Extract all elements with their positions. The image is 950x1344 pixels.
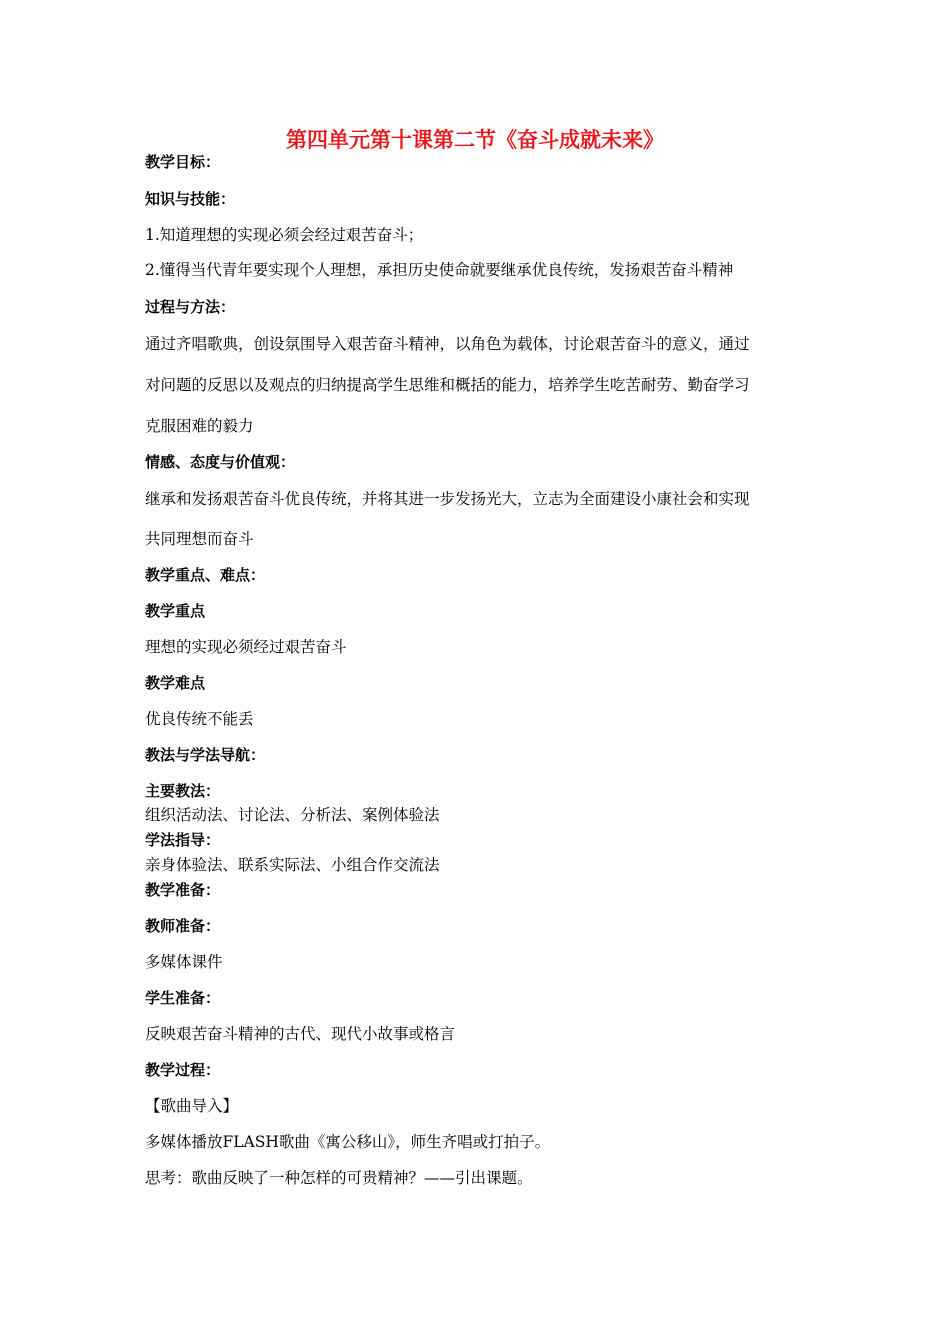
heading-teaching-preparation: 教学准备：: [145, 881, 221, 899]
heading-main-teaching-methods: 主要教法：: [145, 782, 221, 800]
paragraph-line: 通过齐唱歌典，创设氛围导入艰苦奋斗精神，以角色为载体，讨论艰苦奋斗的意义，通过: [145, 335, 750, 353]
heading-process-methods: 过程与方法：: [145, 298, 236, 316]
heading-key-point: 教学重点: [145, 602, 206, 620]
paragraph-line: 反映艰苦奋斗精神的古代、现代小故事或格言: [145, 1025, 456, 1043]
paragraph-line: 继承和发扬艰苦奋斗优良传统，并将其进一步发扬光大，立志为全面建设小康社会和实现: [145, 490, 750, 508]
paragraph-line: 理想的实现必须经过艰苦奋斗: [145, 638, 347, 656]
paragraph-line: 组织活动法、讨论法、分析法、案例体验法: [145, 806, 440, 824]
section-label-song-intro: 【歌曲导入】: [145, 1097, 239, 1115]
paragraph-line: 亲身体验法、联系实际法、小组合作交流法: [145, 856, 440, 874]
heading-student-preparation: 学生准备：: [145, 989, 221, 1007]
heading-key-difficult-points: 教学重点、难点：: [145, 566, 266, 584]
paragraph-line: 克服困难的毅力: [145, 417, 254, 435]
paragraph-line: 优良传统不能丢: [145, 710, 254, 728]
paragraph-line: 共同理想而奋斗: [145, 530, 254, 548]
paragraph-line: 多媒体课件: [145, 953, 223, 971]
paragraph-line: 2.懂得当代青年要实现个人理想，承担历史使命就要继承优良传统，发扬艰苦奋斗精神: [145, 261, 734, 279]
paragraph-line: 多媒体播放FLASH歌曲《寓公移山》，师生齐唱或打拍子。: [145, 1133, 551, 1151]
heading-teaching-objectives: 教学目标：: [145, 153, 221, 171]
heading-difficult-point: 教学难点: [145, 674, 206, 692]
paragraph-line: 1.知道理想的实现必须会经过艰苦奋斗；: [145, 226, 424, 244]
document-title: 第四单元第十课第二节《奋斗成就未来》: [286, 128, 664, 152]
heading-emotion-values: 情感、态度与价值观：: [145, 453, 296, 471]
heading-learning-guidance: 学法指导：: [145, 831, 221, 849]
heading-knowledge-skills: 知识与技能：: [145, 190, 236, 208]
paragraph-line: 对问题的反思以及观点的归纳提高学生思维和概括的能力，培养学生吃苦耐劳、勤奋学习: [145, 376, 750, 394]
heading-methods-guide: 教法与学法导航：: [145, 746, 266, 764]
heading-teaching-process: 教学过程：: [145, 1061, 221, 1079]
paragraph-line: 思考：歌曲反映了一种怎样的可贵精神？——引出课题。: [145, 1169, 533, 1187]
heading-teacher-preparation: 教师准备：: [145, 917, 221, 935]
